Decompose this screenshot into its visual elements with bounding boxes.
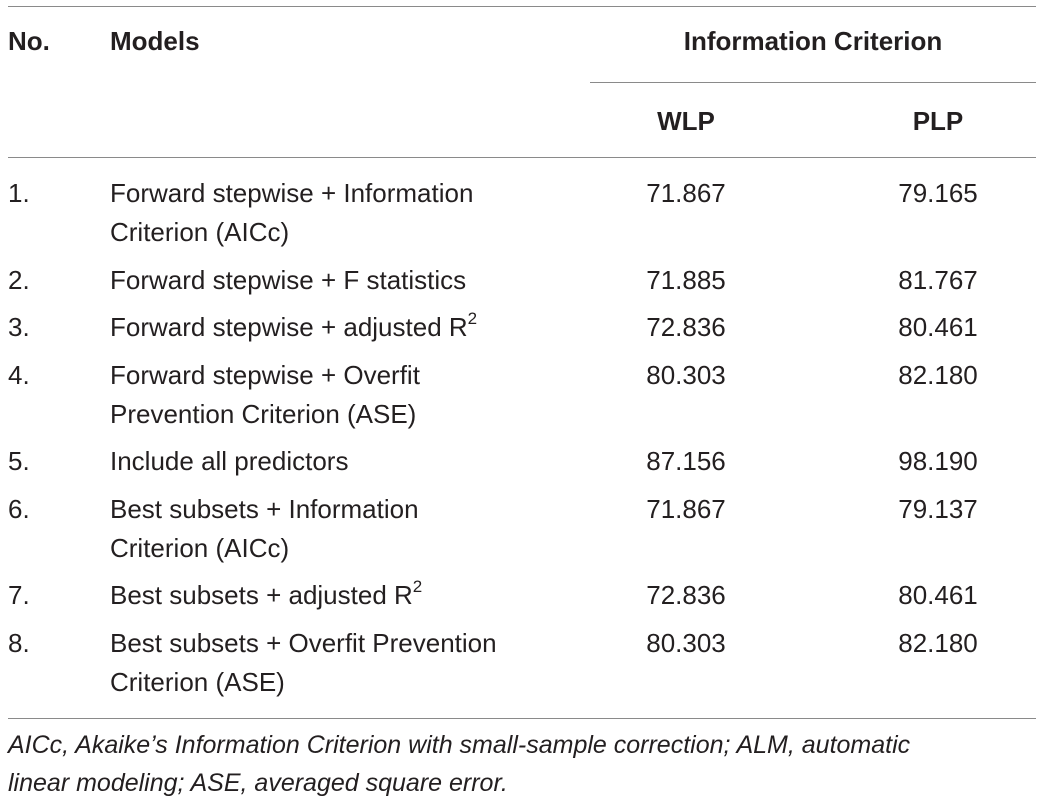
row-3-model-line-1 [110,308,477,347]
row-8-model-line-2: Criterion (ASE) [110,667,285,697]
row-1-model-line-2: Criterion (AICc) [110,217,290,247]
row-7-wlp: 72.836 [646,580,726,610]
row-4-no: 4. [8,360,30,390]
row-1-plp: 79.165 [898,178,978,208]
row-4-model-line-2: Prevention Criterion (ASE) [110,399,417,429]
table-bottom-rule [8,718,1036,719]
row-7-no: 7. [8,580,30,610]
row-3-no: 3. [8,312,30,342]
row-5-no: 5. [8,446,30,476]
row-4-plp: 82.180 [898,360,978,390]
header-wlp: WLP [657,106,715,136]
row-4-model-line-1: Forward stepwise + Overfit [110,360,420,390]
row-6-wlp: 71.867 [646,494,726,524]
table-top-rule [8,6,1036,7]
row-7-model-text: Best subsets + adjusted R [110,580,413,610]
row-2-wlp: 71.885 [646,265,726,295]
row-8-no: 8. [8,628,30,658]
row-2-plp: 81.767 [898,265,978,295]
row-3-wlp: 72.836 [646,312,726,342]
header-models: Models [110,26,200,56]
row-1-wlp: 71.867 [646,178,726,208]
row-6-model-line-1: Best subsets + Information [110,494,419,524]
table-footnote [8,726,1042,802]
header-no: No. [8,26,50,56]
row-8-wlp: 80.303 [646,628,726,658]
row-2-no: 2. [8,265,30,295]
footnote-line-1: AICc, Akaike’s Information Criterion with small-sample correction; ALM, automatic [8,731,911,759]
row-8-model [110,624,497,702]
row-5-model-line-1: Include all predictors [110,446,349,476]
row-5-plp: 98.190 [898,446,978,476]
row-7-model-line-1 [110,576,422,615]
row-8-model-line-1: Best subsets + Overfit Prevention [110,628,497,658]
row-2-model [110,261,466,300]
header-information-criterion: Information Criterion [683,26,943,56]
row-1-no: 1. [8,178,30,208]
row-5-model [110,442,348,481]
row-6-model [110,490,419,568]
row-3-superscript: 2 [467,309,478,329]
row-1-model-line-1: Forward stepwise + Information [110,178,474,208]
header-plp: PLP [912,106,964,136]
row-8-plp: 82.180 [898,628,978,658]
row-7-superscript: 2 [412,577,423,597]
row-3-model [110,308,477,347]
row-5-wlp: 87.156 [646,446,726,476]
subheader-rule [590,82,1036,83]
row-4-model [110,356,420,434]
row-3-model-text: Forward stepwise + adjusted R [110,312,468,342]
footnote-line-2: linear modeling; ASE, averaged square error. [8,769,508,797]
row-6-plp: 79.137 [898,494,978,524]
row-3-plp: 80.461 [898,312,978,342]
row-4-wlp: 80.303 [646,360,726,390]
row-2-model-line-1: Forward stepwise + F statistics [110,265,467,295]
row-6-model-line-2: Criterion (AICc) [110,533,290,563]
row-7-plp: 80.461 [898,580,978,610]
row-1-model [110,174,473,252]
row-6-no: 6. [8,494,30,524]
row-7-model [110,576,422,615]
header-bottom-rule [8,157,1036,158]
